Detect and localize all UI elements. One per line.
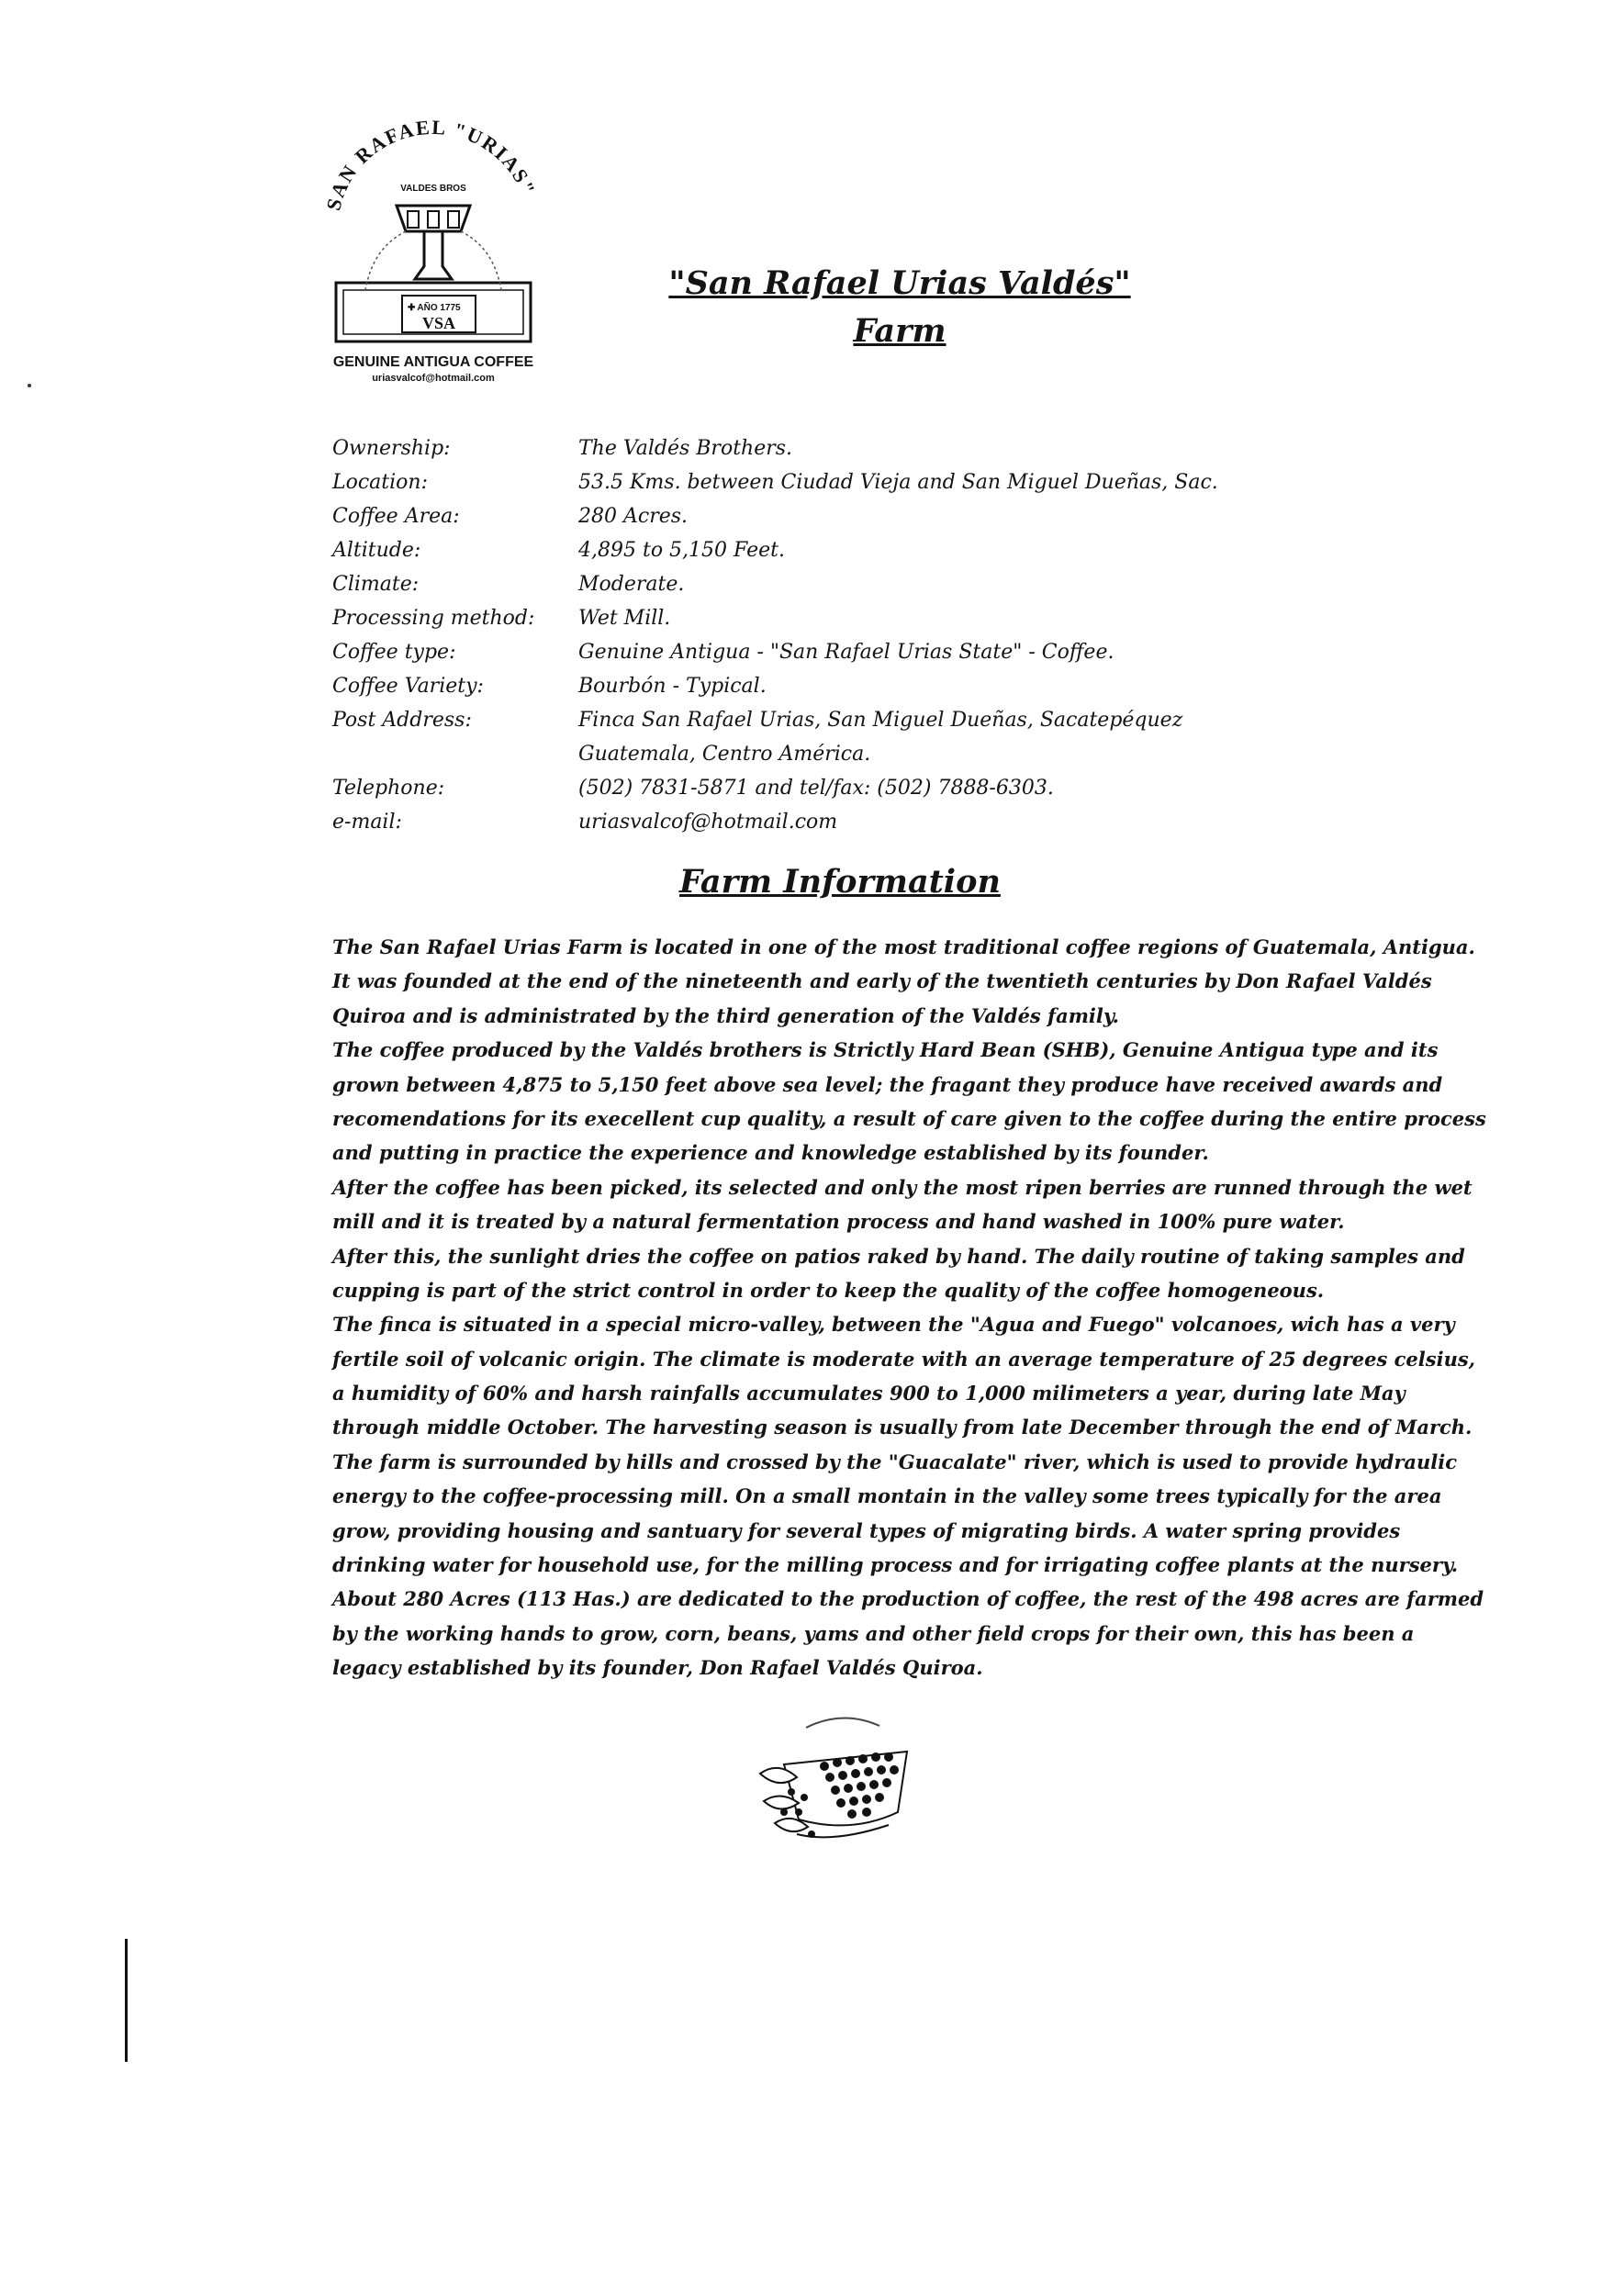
body-line: a humidity of 60% and harsh rainfalls accumulates 900 to 1,000 milimeters a year, during late May [332,1382,1406,1405]
detail-value-line: (502) 7831-5871 and tel/fax: (502) 7888-6303. [578,777,1054,800]
body-line: It was founded at the end of the nineteenth and early of the twentieth centuries by Don Rafael Valdés [332,969,1432,993]
detail-value [578,499,1250,533]
detail-row [332,669,1250,703]
detail-label: Coffee Area: [332,505,460,528]
detail-value [578,533,1250,567]
detail-row [332,635,1250,669]
detail-value [578,431,1250,465]
detail-label: Telephone: [332,777,445,800]
body-line: Quiroa and is administrated by the third generation of the Valdés family. [332,1003,1119,1027]
body-line: grown between 4,875 to 5,150 feet above sea level; the fragant they produce have received awards and [332,1072,1443,1096]
svg-text:AÑO 1775: AÑO 1775 [417,303,461,313]
svg-text:VALDES BROS: VALDES BROS [400,184,466,194]
body-line: The farm is surrounded by hills and crossed by the "Guacalate" river, which is used to provide hydraulic [332,1450,1458,1473]
detail-label: Ownership: [332,437,451,460]
scan-edge-line [125,1939,128,2062]
body-line: energy to the coffee-processing mill. On a small montain in the valley some trees typically for the area [332,1484,1442,1508]
detail-value [578,771,1250,805]
detail-value-line: 53.5 Kms. between Ciudad Vieja and San Miguel Dueñas, Sac. [578,471,1218,494]
detail-value-line: Guatemala, Centro América. [578,743,871,766]
detail-value [578,601,1250,635]
svg-text:VSA: VSA [421,314,456,332]
body-line: recomendations for its execellent cup quality, a result of care given to the coffee during the entire process [332,1106,1486,1130]
detail-row [332,771,1250,805]
detail-value-line: Wet Mill. [578,607,671,630]
detail-value [578,567,1250,601]
detail-label: Location: [332,471,428,494]
detail-label: Altitude: [332,539,421,562]
detail-value [578,805,1250,839]
body-line: After the coffee has been picked, its selected and only the most ripen berries are runned through the wet [332,1175,1473,1199]
detail-value-line: uriasvalcof@hotmail.com [578,811,838,834]
detail-value [578,465,1250,499]
detail-label: Coffee type: [332,641,456,664]
detail-label: Processing method: [332,607,535,630]
detail-row [332,533,1250,567]
body-line: The finca is situated in a special micro-valley, between the "Agua and Fuego" volcanoes, wich has a very [332,1313,1455,1337]
body-line: and putting in practice the experience and knowledge established by its founder. [332,1141,1209,1165]
svg-text:✚: ✚ [408,303,416,313]
document-title: "San Rafael Urias Valdés" [668,264,1131,302]
detail-label: Post Address: [332,709,472,732]
farm-information-text [332,930,1486,1685]
detail-row [332,567,1250,601]
detail-row [332,465,1250,499]
detail-value-line: Genuine Antigua - "San Rafael Urias State" - Coffee. [578,641,1114,664]
detail-row [332,703,1250,771]
logo-emblem [318,110,549,351]
coffee-basket-illustration [751,1709,929,1845]
farm-details [332,431,1250,839]
detail-value-line: 280 Acres. [578,505,689,528]
scan-speck [28,384,31,387]
detail-value-line: Bourbón - Typical. [578,675,767,698]
detail-label: Coffee Variety: [332,675,484,698]
body-line: legacy established by its founder, Don Rafael Valdés Quiroa. [332,1656,983,1680]
body-line: The San Rafael Urias Farm is located in one of the most traditional coffee regions of Guatemala, Antigua. [332,935,1475,958]
detail-value [578,703,1250,771]
logo-tagline: GENUINE ANTIGUA COFFEE [332,354,534,370]
svg-text:SAN RAFAEL "URIAS": SAN RAFAEL "URIAS" [321,115,541,213]
detail-value-line: Moderate. [578,573,685,596]
logo-email: uriasvalcof@hotmail.com [372,373,495,384]
detail-value-line: Finca San Rafael Urias, San Miguel Dueñas, Sacatepéquez [578,709,1183,732]
body-line: After this, the sunlight dries the coffee on patios raked by hand. The daily routine of taking samples and [332,1244,1465,1268]
section-title: Farm Information [679,863,1001,901]
detail-value [578,669,1250,703]
detail-row [332,601,1250,635]
detail-value-line: The Valdés Brothers. [578,437,793,460]
detail-row [332,499,1250,533]
body-line: About 280 Acres (113 Has.) are dedicated to the production of coffee, the rest of the 498 acres are farmed [332,1587,1484,1611]
farm-logo [318,110,549,386]
body-line: cupping is part of the strict control in order to keep the quality of the coffee homogeneous. [332,1278,1325,1302]
body-line: by the working hands to grow, corn, beans, yams and other field crops for their own, this has been a [332,1621,1415,1645]
detail-label: e-mail: [332,811,402,834]
detail-value [578,635,1250,669]
detail-row [332,805,1250,839]
detail-label: Climate: [332,573,420,596]
detail-row [332,431,1250,465]
document-subtitle: Farm [853,312,946,350]
body-line: grow, providing housing and santuary for several types of migrating birds. A water spring provides [332,1518,1401,1542]
body-line: mill and it is treated by a natural fermentation process and hand washed in 100% pure water. [332,1210,1345,1234]
body-line: The coffee produced by the Valdés brothers is Strictly Hard Bean (SHB), Genuine Antigua type and its [332,1038,1439,1062]
detail-value-line: 4,895 to 5,150 Feet. [578,539,785,562]
body-line: fertile soil of volcanic origin. The climate is moderate with an average temperature of 25 degrees celsius, [332,1347,1475,1371]
body-line: drinking water for household use, for the milling process and for irrigating coffee plants at the nursery. [332,1553,1459,1577]
body-line: through middle October. The harvesting season is usually from late December through the end of March. [332,1416,1473,1439]
